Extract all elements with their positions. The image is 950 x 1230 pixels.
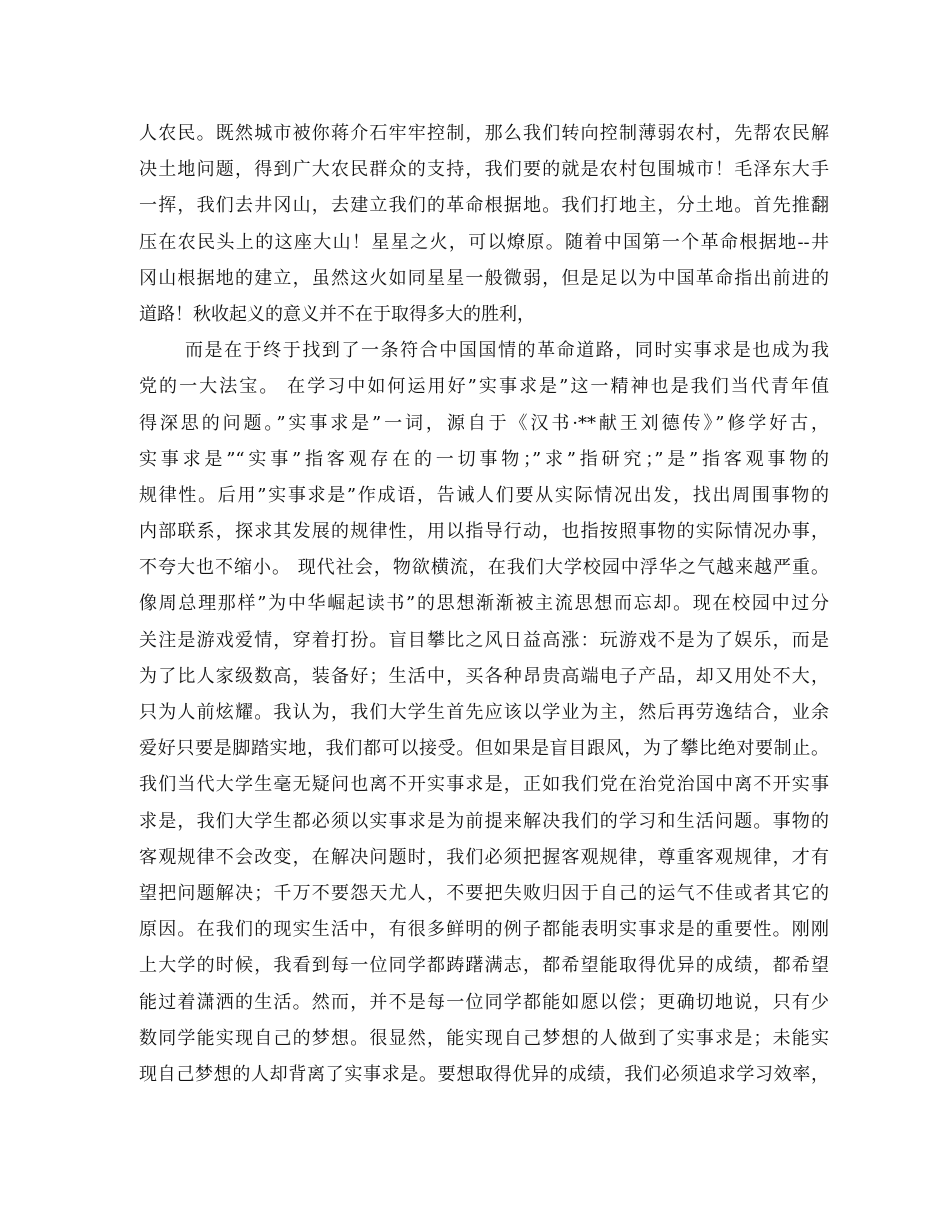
text-line: 只为人前炫耀。我认为，我们大学生首先应该以学业为主，然后再劳逸结合，业余 — [139, 702, 829, 723]
text-line: 党的一大法宝。 在学习中如何运用好”实事求是”这一精神也是我们当代青年值 — [139, 376, 829, 398]
text-line: 决土地问题，得到广大农民群众的支持，我们要的就是农村包围城市！毛泽东大手 — [139, 159, 829, 181]
text-line: 我们当代大学生毫无疑问也离不开实事求是，正如我们党在治党治国中离不开实事 — [139, 774, 829, 796]
text-line: 为了比人家级数高，装备好；生活中，买各种昂贵高端电子产品，却又用处不大， — [139, 665, 829, 687]
text-line: 上大学的时候，我看到每一位同学都踌躇满志，都希望能取得优异的成绩，都希望 — [139, 955, 829, 977]
text-line: 关注是游戏爱情，穿着打扮。盲目攀比之风日益高涨：玩游戏不是为了娱乐，而是 — [139, 629, 829, 651]
text-line: 现自己梦想的人却背离了实事求是。要想取得优异的成绩，我们必须追求学习效率， — [139, 1063, 829, 1085]
body-text — [139, 116, 829, 1093]
text-line: 规律性。后用”实事求是”作成语，告诫人们要从实际情况出发，找出周围事物的 — [139, 484, 829, 506]
text-line: 不夸大也不缩小。 现代社会，物欲横流，在我们大学校园中浮华之气越来越严重。 — [139, 557, 829, 579]
text-line: 能过着潇洒的生活。然而，并不是每一位同学都能如愿以偿；更确切地说，只有少 — [139, 991, 829, 1013]
text-line: 爱好只要是脚踏实地，我们都可以接受。但如果是盲目跟风，为了攀比绝对要制止。 — [139, 738, 829, 760]
text-line: 人农民。既然城市被你蒋介石牢牢控制，那么我们转向控制薄弱农村，先帮农民解 — [139, 123, 829, 144]
text-line: 压在农民头上的这座大山！星星之火，可以燎原。随着中国第一个革命根据地--井 — [139, 231, 829, 253]
text-line: 得深思的问题。”实事求是”一词，源自于《汉书·**献王刘德传》”修学好古， — [139, 412, 829, 434]
text-line: 内部联系，探求其发展的规律性，用以指导行动，也指按照事物的实际情况办事， — [139, 521, 829, 543]
text-line: 求是，我们大学生都必须以实事求是为前提来解决我们的学习和生活问题。事物的 — [139, 810, 829, 832]
text-line: 一挥，我们去井冈山，去建立我们的革命根据地。我们打地主，分土地。首先推翻 — [139, 195, 829, 217]
text-line: 实事求是”“实事”指客观存在的一切事物；”求”指研究；”是”指客观事物的 — [139, 448, 829, 470]
text-line: 数同学能实现自己的梦想。很显然，能实现自己梦想的人做到了实事求是；未能实 — [139, 1027, 829, 1049]
text-line: 而是在于终于找到了一条符合中国国情的革命道路，同时实事求是也成为我 — [185, 340, 829, 362]
text-line: 原因。在我们的现实生活中，有很多鲜明的例子都能表明实事求是的重要性。刚刚 — [139, 919, 829, 941]
text-line: 像周总理那样”为中华崛起读书”的思想渐渐被主流思想而忘却。现在校园中过分 — [139, 593, 829, 615]
text-line: 冈山根据地的建立，虽然这火如同星星一般微弱，但是足以为中国革命指出前进的 — [139, 267, 829, 289]
text-line: 道路！秋收起义的意义并不在于取得多大的胜利， — [139, 303, 535, 325]
text-line: 望把问题解决；千万不要怨天尤人，不要把失败归因于自己的运气不佳或者其它的 — [139, 882, 829, 904]
text-line: 客观规律不会改变，在解决问题时，我们必须把握客观规律，尊重客观规律，才有 — [139, 846, 829, 868]
